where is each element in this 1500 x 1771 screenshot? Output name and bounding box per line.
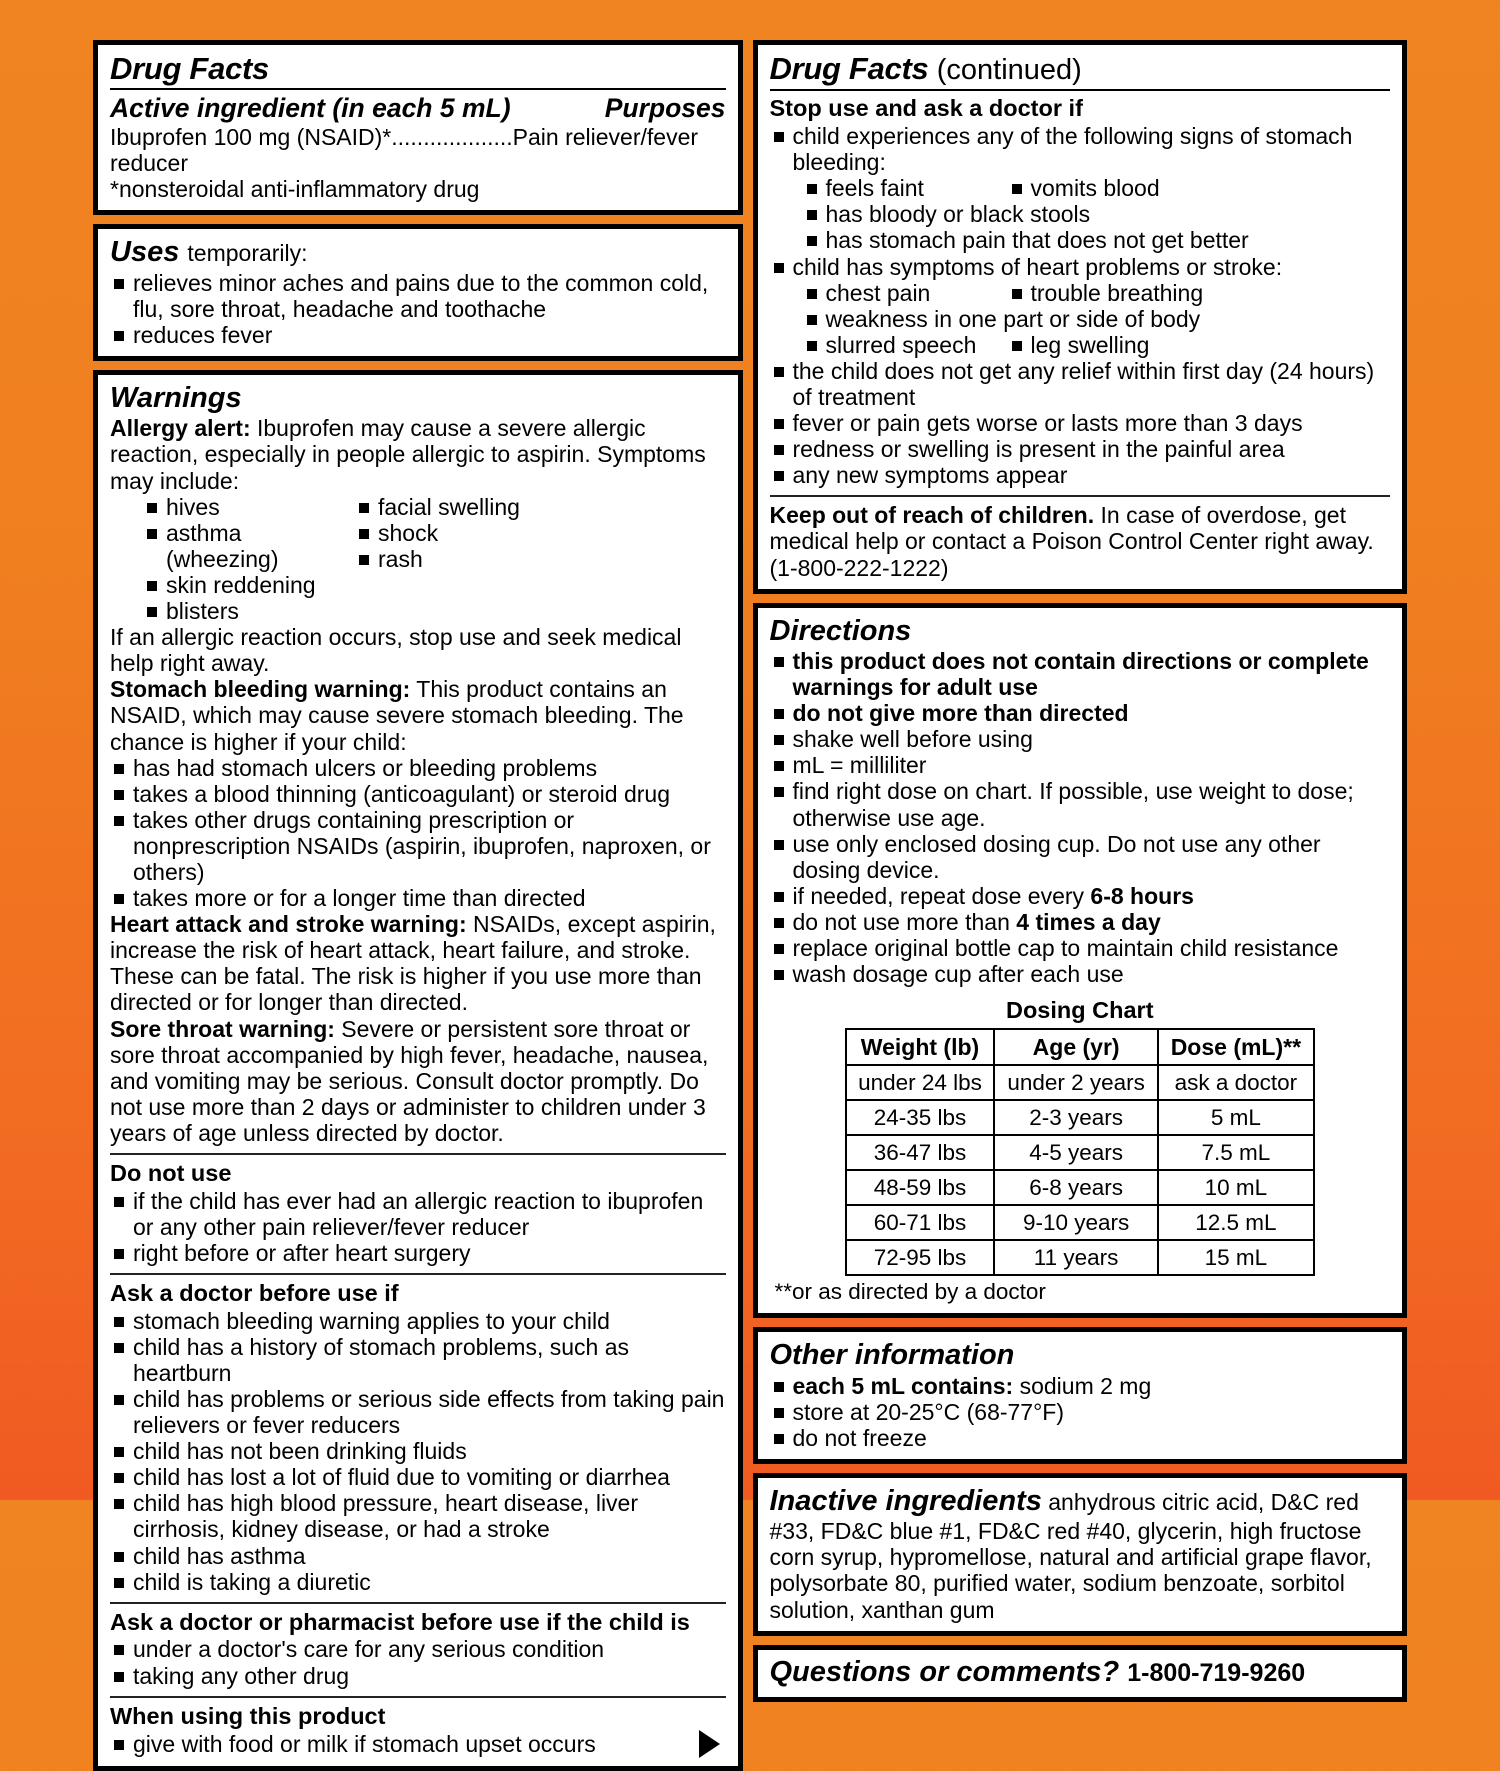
list-item: child has asthma bbox=[110, 1543, 726, 1569]
ask-pharmacist-list bbox=[110, 1636, 726, 1688]
cell-weight: 60-71 lbs bbox=[846, 1205, 995, 1240]
direction-emphasis: 4 times a day bbox=[1016, 908, 1161, 935]
throat-warning-label: Sore throat warning: bbox=[110, 1015, 335, 1042]
sodium-label: each 5 mL contains: bbox=[792, 1372, 1014, 1399]
list-item: store at 20-25°C (68-77°F) bbox=[770, 1399, 1391, 1425]
page-title-continued-text: Drug Facts bbox=[769, 51, 929, 86]
stomach-signs-col2 bbox=[1008, 175, 1160, 201]
divider bbox=[770, 495, 1391, 497]
direction-text: do not use more than bbox=[792, 908, 1017, 935]
list-item: under a doctor's care for any serious condition bbox=[110, 1636, 726, 1662]
list-item: hives bbox=[143, 494, 355, 520]
allergy-alert-text: Ibuprofen may cause a severe allergic reaction, especially in people allergic to aspirin. Symptoms may include: bbox=[110, 415, 706, 494]
list-item: stomach bleeding warning applies to your child bbox=[110, 1308, 726, 1334]
do-not-use-list bbox=[110, 1188, 726, 1266]
heart-symptoms-row3 bbox=[770, 332, 1391, 358]
questions-heading: Questions or comments? bbox=[769, 1655, 1120, 1688]
allergy-symptoms bbox=[110, 494, 726, 624]
stop-use-heading: Stop use and ask a doctor if bbox=[769, 95, 1083, 122]
list-item: takes a blood thinning (anticoagulant) or steroid drug bbox=[110, 781, 726, 807]
list-item: child has lost a lot of fluid due to vomiting or diarrhea bbox=[110, 1464, 726, 1490]
list-item: the child does not get any relief within first day (24 hours) of treatment bbox=[770, 358, 1391, 410]
cell-dose: 10 mL bbox=[1158, 1170, 1314, 1205]
heart-stroke-warning bbox=[110, 911, 726, 1015]
uses-list bbox=[110, 270, 726, 348]
list-item: skin reddening bbox=[143, 572, 355, 598]
table-row bbox=[846, 1065, 1314, 1100]
heart-symptoms-col1 bbox=[803, 280, 1008, 306]
list-item: takes more or for a longer time than directed bbox=[110, 885, 726, 911]
keep-out-label: Keep out of reach of children. bbox=[769, 502, 1095, 529]
keep-out-text: In case of overdose, get medical help or contact a Poison Control Center right away. (1-800-222-1222) bbox=[769, 502, 1374, 581]
list-item: takes other drugs containing prescription or nonprescription NSAIDs (aspirin, ibuprofen, naproxen, or others) bbox=[110, 807, 726, 885]
list-item: shake well before using bbox=[770, 726, 1391, 752]
panel-warnings bbox=[93, 370, 743, 1771]
list-item: replace original bottle cap to maintain child resistance bbox=[770, 935, 1391, 961]
heart-symptoms-col3a bbox=[803, 332, 1008, 358]
purposes-heading: Purposes bbox=[604, 93, 726, 124]
cell-weight: 24-35 lbs bbox=[846, 1100, 995, 1135]
cell-dose: 7.5 mL bbox=[1158, 1135, 1314, 1170]
list-item: has bloody or black stools bbox=[803, 201, 1391, 227]
inactive-ingredients-heading: Inactive ingredients bbox=[769, 1484, 1042, 1517]
inactive-ingredients-block bbox=[770, 1485, 1391, 1623]
when-using-row bbox=[110, 1730, 726, 1758]
stomach-bleeding-warning bbox=[110, 676, 726, 754]
keep-out-of-reach bbox=[770, 502, 1391, 580]
panel-other-information bbox=[753, 1327, 1408, 1464]
list-item: child experiences any of the following signs of stomach bleeding: bbox=[770, 123, 1391, 175]
table-row bbox=[846, 1170, 1314, 1205]
list-item: child has not been drinking fluids bbox=[110, 1438, 726, 1464]
list-item: child has high blood pressure, heart disease, liver cirrhosis, kidney disease, or had a stroke bbox=[110, 1490, 726, 1542]
heart-symptoms-intro bbox=[770, 254, 1391, 280]
stomach-warning-list bbox=[110, 755, 726, 912]
heart-symptoms-col2 bbox=[1008, 280, 1204, 306]
cell-weight: 72-95 lbs bbox=[846, 1240, 995, 1275]
list-item: chest pain bbox=[803, 280, 1008, 306]
list-item: slurred speech bbox=[803, 332, 1008, 358]
table-row bbox=[846, 1135, 1314, 1170]
stomach-warning-text: This product contains an NSAID, which may cause severe stomach bleeding. The chance is higher if your child: bbox=[110, 676, 684, 755]
when-using-list bbox=[110, 1731, 596, 1757]
stomach-warning-label: Stomach bleeding warning: bbox=[110, 676, 411, 703]
list-item: facial swelling bbox=[355, 494, 726, 520]
allergy-symptoms-col1 bbox=[143, 494, 355, 624]
cell-age: 11 years bbox=[994, 1240, 1158, 1275]
cell-age: 2-3 years bbox=[994, 1100, 1158, 1135]
list-item bbox=[770, 909, 1391, 935]
list-item: this product does not contain directions or complete warnings for adult use bbox=[770, 648, 1391, 700]
directions-list bbox=[770, 648, 1391, 987]
stomach-signs-row1 bbox=[770, 175, 1391, 201]
uses-heading-text: Uses bbox=[110, 236, 180, 269]
direction-text: if needed, repeat dose every bbox=[792, 882, 1091, 909]
stomach-signs-rest bbox=[803, 201, 1391, 253]
dosing-chart-table bbox=[845, 1028, 1315, 1276]
ask-doctor-heading: Ask a doctor before use if bbox=[110, 1280, 399, 1307]
column-header: Dose (mL)** bbox=[1158, 1029, 1314, 1065]
list-item: vomits blood bbox=[1008, 175, 1160, 201]
other-info-list bbox=[770, 1373, 1391, 1451]
divider bbox=[110, 1696, 726, 1698]
left-column bbox=[93, 40, 743, 1758]
divider bbox=[110, 1273, 726, 1275]
cell-dose: 5 mL bbox=[1158, 1100, 1314, 1135]
list-item: reduces fever bbox=[110, 322, 726, 348]
list-item: has had stomach ulcers or bleeding problems bbox=[110, 755, 726, 781]
active-ingredient-heading: Active ingredient (in each 5 mL) bbox=[110, 93, 511, 124]
questions-row bbox=[770, 1657, 1391, 1689]
panel-directions bbox=[753, 603, 1408, 1319]
cell-dose: ask a doctor bbox=[1158, 1065, 1314, 1100]
panel-inactive-ingredients bbox=[753, 1473, 1408, 1636]
list-item: child has symptoms of heart problems or stroke: bbox=[770, 254, 1391, 280]
uses-subheading: temporarily: bbox=[187, 240, 308, 267]
panel-active-ingredient bbox=[93, 40, 743, 215]
heart-symptoms-row1 bbox=[770, 280, 1391, 306]
list-item: if the child has ever had an allergic reaction to ibuprofen or any other pain reliever/fever reducer bbox=[110, 1188, 726, 1240]
heart-symptoms-row2 bbox=[803, 306, 1391, 332]
stop-use-list bbox=[770, 123, 1391, 175]
allergy-symptoms-col2 bbox=[355, 494, 726, 624]
continuation-arrow-icon bbox=[699, 1730, 720, 1758]
cell-age: 9-10 years bbox=[994, 1205, 1158, 1240]
active-ingredient-line: Ibuprofen 100 mg (NSAID)*...................Pain reliever/fever reducer bbox=[110, 124, 699, 177]
column-header: Age (yr) bbox=[994, 1029, 1158, 1065]
list-item: redness or swelling is present in the painful area bbox=[770, 436, 1391, 462]
list-item: child has a history of stomach problems, such as heartburn bbox=[110, 1334, 726, 1386]
dosing-chart bbox=[770, 997, 1391, 1305]
sore-throat-warning bbox=[110, 1016, 726, 1146]
warnings-heading: Warnings bbox=[110, 382, 242, 415]
stomach-signs-col1 bbox=[803, 175, 1008, 201]
list-item: wash dosage cup after each use bbox=[770, 961, 1391, 987]
ask-doctor-list bbox=[110, 1308, 726, 1595]
divider bbox=[110, 1602, 726, 1604]
column-header: Weight (lb) bbox=[846, 1029, 995, 1065]
list-item: taking any other drug bbox=[110, 1663, 726, 1689]
cell-dose: 12.5 mL bbox=[1158, 1205, 1314, 1240]
list-item: fever or pain gets worse or lasts more than 3 days bbox=[770, 410, 1391, 436]
cell-age: 6-8 years bbox=[994, 1170, 1158, 1205]
heart-warning-label: Heart attack and stroke warning: bbox=[110, 911, 467, 938]
uses-heading bbox=[110, 236, 726, 269]
panel-questions bbox=[753, 1645, 1408, 1702]
allergy-closing: If an allergic reaction occurs, stop use and seek medical help right away. bbox=[110, 624, 682, 677]
list-item: do not give more than directed bbox=[770, 700, 1391, 726]
cell-age: under 2 years bbox=[994, 1065, 1158, 1100]
list-item: has stomach pain that does not get better bbox=[803, 227, 1391, 253]
active-ingredient-heading-row bbox=[110, 94, 726, 124]
list-item: asthma (wheezing) bbox=[143, 520, 355, 572]
list-item: trouble breathing bbox=[1008, 280, 1204, 306]
direction-emphasis: 6-8 hours bbox=[1090, 882, 1194, 909]
list-item bbox=[770, 1373, 1391, 1399]
dosing-chart-title: Dosing Chart bbox=[1005, 997, 1154, 1024]
divider bbox=[770, 89, 1391, 91]
heart-symptoms-col3b bbox=[1008, 332, 1150, 358]
list-item bbox=[770, 883, 1391, 909]
other-info-heading: Other information bbox=[769, 1339, 1015, 1372]
sodium-value: sodium 2 mg bbox=[1019, 1372, 1152, 1399]
cell-dose: 15 mL bbox=[1158, 1240, 1314, 1275]
list-item: leg swelling bbox=[1008, 332, 1150, 358]
list-item: give with food or milk if stomach upset occurs bbox=[110, 1731, 596, 1757]
ask-pharmacist-heading: Ask a doctor or pharmacist before use if the child is bbox=[110, 1608, 690, 1635]
list-item: child has problems or serious side effects from taking pain relievers or fever reducers bbox=[110, 1386, 726, 1438]
cell-age: 4-5 years bbox=[994, 1135, 1158, 1170]
panel-stop-use bbox=[753, 40, 1408, 594]
drug-facts-label bbox=[93, 40, 1407, 1758]
active-ingredient-footnote: *nonsteroidal anti-inflammatory drug bbox=[110, 176, 480, 203]
list-item: use only enclosed dosing cup. Do not use any other dosing device. bbox=[770, 831, 1391, 883]
list-item: find right dose on chart. If possible, use weight to dose; otherwise use age. bbox=[770, 778, 1391, 830]
cell-weight: 48-59 lbs bbox=[846, 1170, 995, 1205]
continued-suffix: (continued) bbox=[936, 54, 1082, 86]
list-item: blisters bbox=[143, 598, 355, 624]
allergy-alert-label: Allergy alert: bbox=[110, 415, 251, 442]
list-item: child is taking a diuretic bbox=[110, 1569, 726, 1595]
stop-use-rest-list bbox=[770, 358, 1391, 488]
divider bbox=[110, 88, 726, 90]
cell-weight: 36-47 lbs bbox=[846, 1135, 995, 1170]
right-column bbox=[753, 40, 1408, 1688]
questions-phone[interactable]: 1-800-719-9260 bbox=[1127, 1658, 1306, 1687]
list-item: mL = milliliter bbox=[770, 752, 1391, 778]
list-item: do not freeze bbox=[770, 1425, 1391, 1451]
do-not-use-heading: Do not use bbox=[110, 1160, 232, 1187]
page-title-continued bbox=[770, 52, 1391, 86]
list-item: right before or after heart surgery bbox=[110, 1240, 726, 1266]
table-header-row bbox=[846, 1029, 1314, 1065]
directions-heading: Directions bbox=[769, 614, 912, 647]
cell-weight: under 24 lbs bbox=[846, 1065, 995, 1100]
allergy-alert bbox=[110, 415, 726, 493]
panel-uses bbox=[93, 224, 743, 361]
dosing-chart-footnote: **or as directed by a doctor bbox=[774, 1279, 1046, 1305]
table-row bbox=[846, 1205, 1314, 1240]
table-row bbox=[846, 1240, 1314, 1275]
throat-warning-text: Severe or persistent sore throat or sore throat accompanied by high fever, headache, nausea, and vomiting may be serious. Consult doctor promptly. Do not use more than 2 days or administer to children under 3 years of age unless directed by doctor. bbox=[110, 1015, 709, 1146]
list-item: feels faint bbox=[803, 175, 1008, 201]
table-row bbox=[846, 1100, 1314, 1135]
list-item: weakness in one part or side of body bbox=[803, 306, 1391, 332]
when-using-heading: When using this product bbox=[110, 1702, 386, 1729]
list-item: shock bbox=[355, 520, 726, 546]
heart-warning-text: NSAIDs, except aspirin, increase the risk of heart attack, heart failure, and stroke. These can be fatal. The risk is higher if you use more than directed or for longer than directed. bbox=[110, 911, 716, 1016]
list-item: any new symptoms appear bbox=[770, 462, 1391, 488]
list-item: relieves minor aches and pains due to the common cold, flu, sore throat, headache and toothache bbox=[110, 270, 726, 322]
inactive-ingredients-text: anhydrous citric acid, D&C red #33, FD&C blue #1, FD&C red #40, glycerin, high fructose corn syrup, hypromellose, natural and artificial grape flavor, polysorbate 80, purified water, sodium benzoate, sorbitol solution, xanthan gum bbox=[769, 1488, 1372, 1623]
divider bbox=[110, 1153, 726, 1155]
list-item: rash bbox=[355, 546, 726, 572]
page-title: Drug Facts bbox=[110, 51, 269, 86]
